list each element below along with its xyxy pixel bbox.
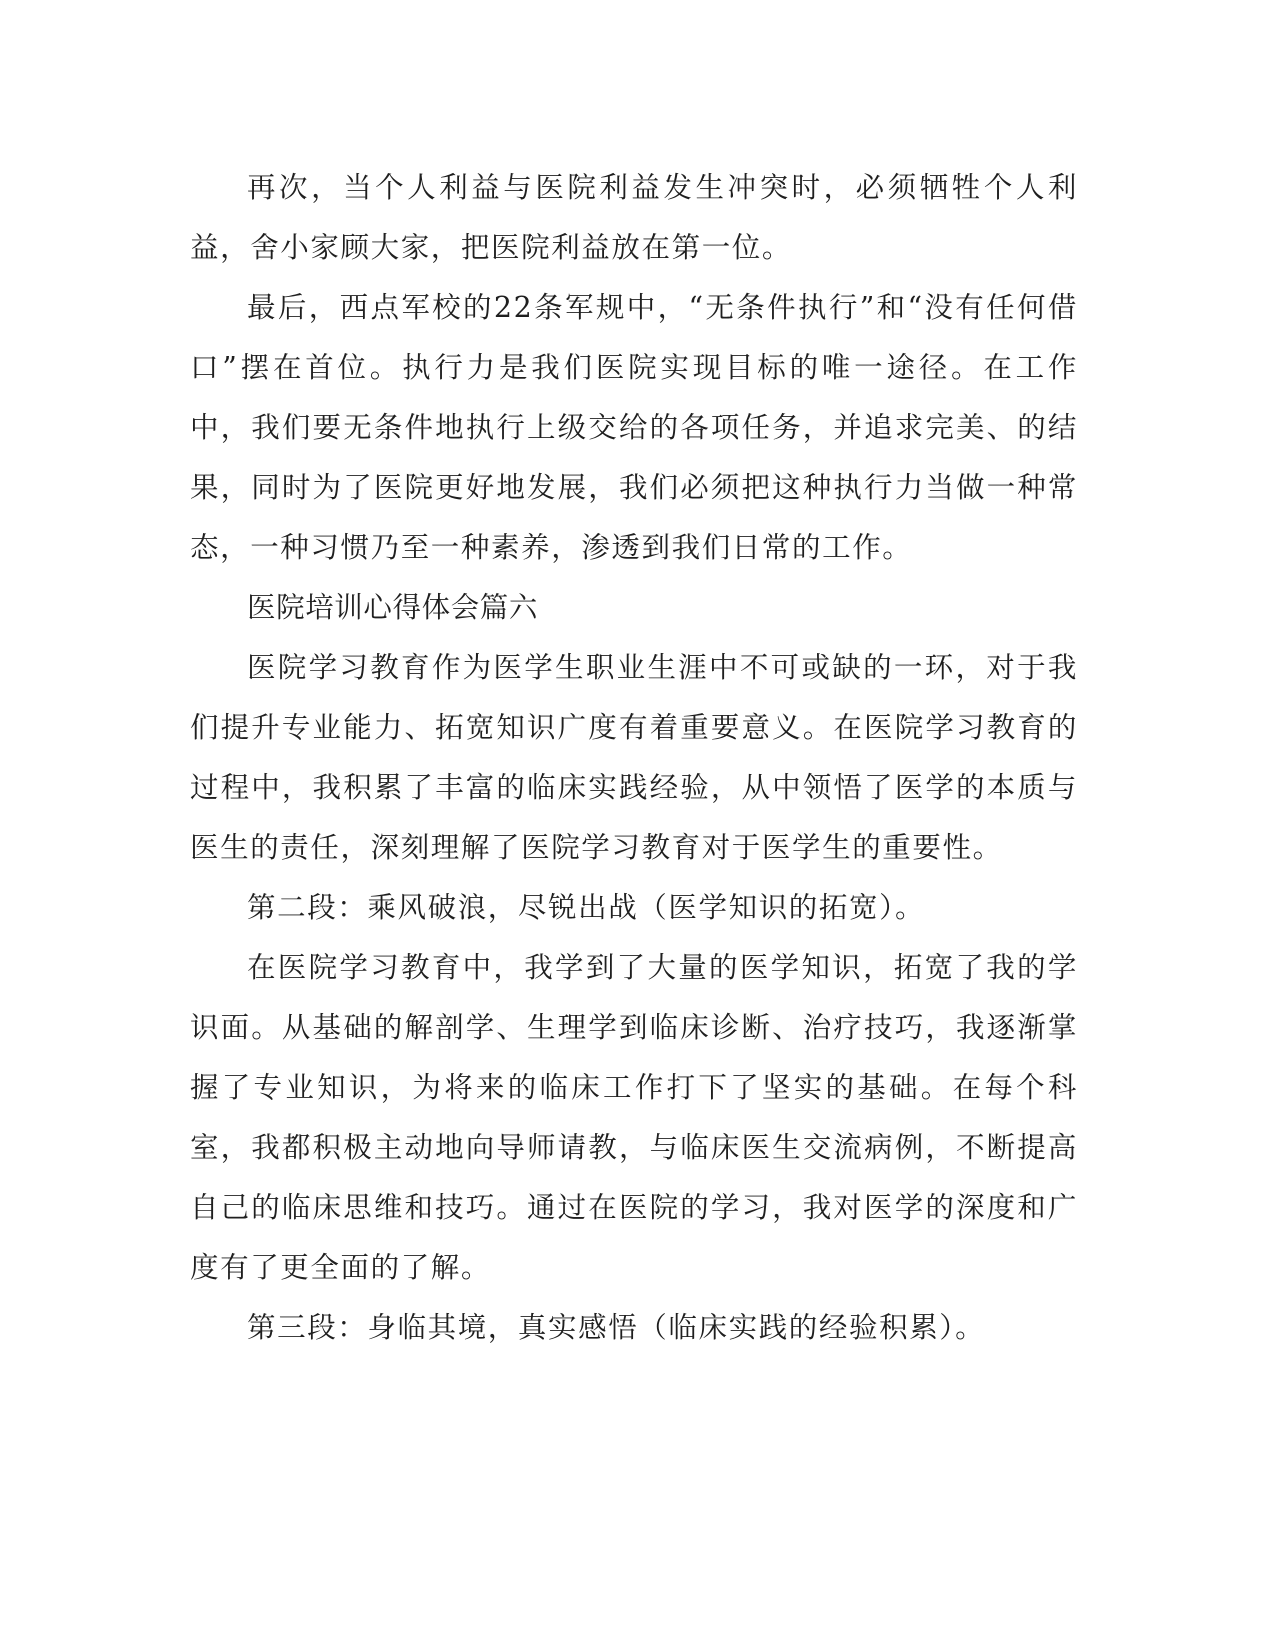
- document-body: [190, 158, 1078, 1358]
- paragraph-execution: 最后，西点军校的22条军规中，“无条件执行”和“没有任何借口”摆在首位。执行力是我们医院实现目标的唯一途径。在工作中，我们要无条件地执行上级交给的各项任务，并追求完美、的结果，同时为了医院更好地发展，我们必须把这种执行力当做一种常态，一种习惯乃至一种素养，渗透到我们日常的工作。: [190, 291, 1078, 564]
- paragraph-medical-knowledge: 在医院学习教育中，我学到了大量的医学知识，拓宽了我的学识面。从基础的解剖学、生理学到临床诊断、治疗技巧，我逐渐掌握了专业知识，为将来的临床工作打下了坚实的基础。在每个科室，我都积极主动地向导师请教，与临床医生交流病例，不断提高自己的临床思维和技巧。通过在医院的学习，我对医学的深度和广度有了更全面的了解。: [190, 951, 1078, 1284]
- paragraph-learning-education: 医院学习教育作为医学生职业生涯中不可或缺的一环，对于我们提升专业能力、拓宽知识广度有着重要意义。在医院学习教育的过程中，我积累了丰富的临床实践经验，从中领悟了医学的本质与医生的责任，深刻理解了医院学习教育对于医学生的重要性。: [190, 651, 1078, 864]
- section-heading-part-six: 医院培训心得体会篇六: [247, 591, 539, 624]
- paragraph-second-section-title: 第二段：乘风破浪，尽锐出战（医学知识的拓宽）。: [247, 891, 926, 924]
- paragraph-personal-interest: 再次，当个人利益与医院利益发生冲突时，必须牺牲个人利益，舍小家顾大家，把医院利益放在第一位。: [190, 171, 1078, 264]
- paragraph-third-section-title: 第三段：身临其境，真实感悟（临床实践的经验积累）。: [247, 1311, 986, 1344]
